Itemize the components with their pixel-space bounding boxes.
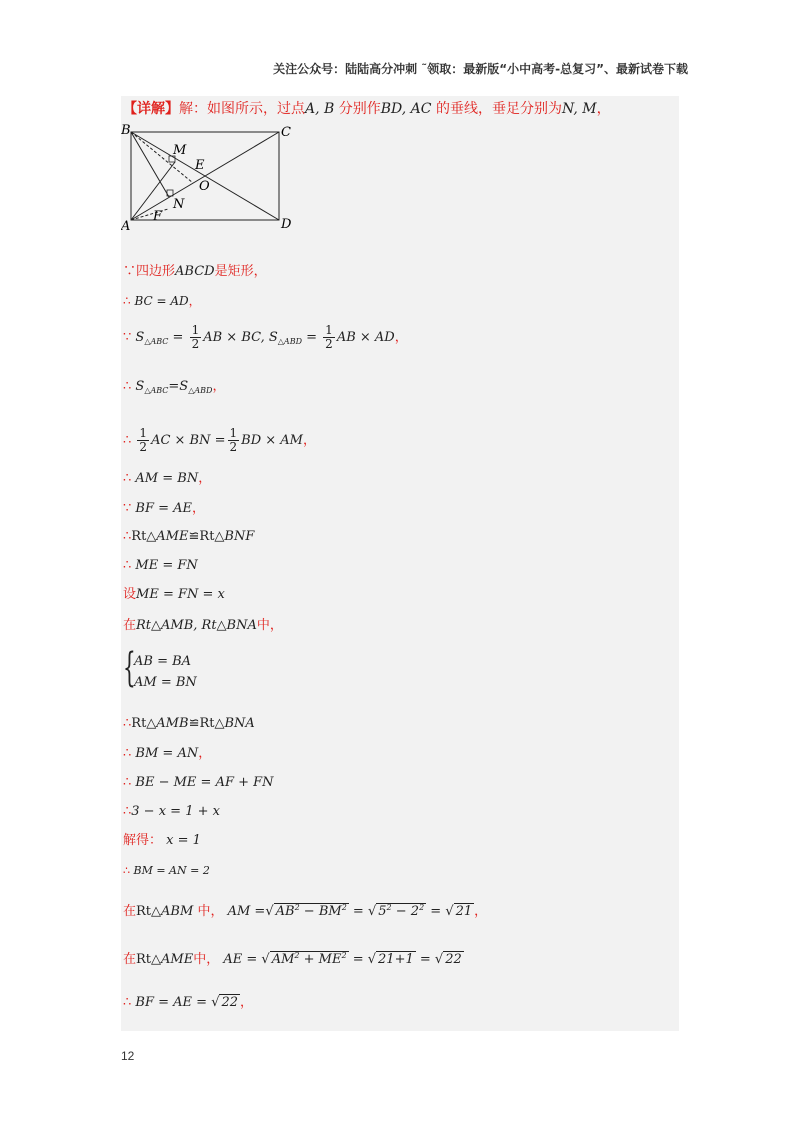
step-x-equation: ∴3 − x = 1 + x	[123, 804, 220, 819]
step-congruent-1: ∴Rt△AME≌Rt△BNF	[123, 529, 255, 544]
step-bm-an: ∴ BM = AN，	[123, 746, 212, 761]
rectangle-diagram	[121, 122, 296, 234]
label-a: A	[121, 219, 131, 234]
label-e: E	[195, 158, 205, 173]
segment-bn	[131, 132, 169, 197]
label-c: C	[281, 125, 291, 140]
step-half-equation: ∴ $\frac{1}{2}$ AC × BN = $\frac{1}{2}$ BD × AM，	[123, 426, 317, 454]
label-m: M	[173, 143, 187, 158]
label-f: F	[153, 209, 163, 224]
page-header: 关注公众号：陆陆高分冲刺 ˜领取：最新版“小中高考-总复习”、最新试卷下载	[273, 62, 688, 76]
step-area-equal: ∴ $S_{\triangle ABC}=S_{\triangle ABD}$，	[123, 379, 226, 395]
step-rectangle: ∵四边形ABCD是矩形，	[123, 264, 267, 279]
step-be-af: ∴ BE − ME = AF + FN	[123, 775, 274, 790]
step-am-bn: ∴ AM = BN，	[123, 471, 212, 486]
step-bf-ae: ∵ BF = AE，	[123, 501, 206, 516]
label-n: N	[173, 197, 185, 212]
label-b: B	[121, 123, 131, 138]
geometry-figure	[121, 122, 296, 234]
step-congruent-2: ∴Rt△AMB≌Rt△BNA	[123, 716, 255, 731]
label-o: O	[199, 179, 210, 194]
step-bc-ad: ∴ BC = AD，	[123, 294, 201, 308]
segment-af-dashed	[131, 209, 168, 220]
step-let-x: 设ME = FN = x	[123, 587, 225, 602]
equation-system: { AB = BA AM = BN	[123, 645, 197, 691]
step-me-fn: ∴ ME = FN	[123, 558, 198, 573]
solution-intro: 【详解】解：如图所示，过点A, B 分别作BD, AC 的垂线，垂足分别为N, M，	[123, 101, 611, 117]
step-in-triangles: 在Rt△AMB, Rt△BNA中，	[123, 618, 283, 633]
step-ae-value: 在Rt△AME中， AE = √ $AM^2 + ME^2$ = √ 21+1 = √ 22	[123, 951, 462, 967]
step-am-value: 在Rt△ABM 中， AM =√ $AB^2 - BM^2$ = √ $5^2 - 2^2$ = √ 21 ，	[123, 903, 488, 919]
solution-panel	[121, 96, 679, 1031]
step-bm-an-2: ∴ BM = AN = 2	[123, 864, 210, 877]
step-area-def: ∵ $S_{\triangle ABC}$ = $\frac{1}{2}$ AB × BC, $S_{\triangle ABD}$ = $\frac{1}{2}$ AB × AD，	[123, 323, 408, 351]
step-solve: 解得： x = 1	[123, 833, 201, 848]
step-final: ∴ BF = AE = √ 22 ，	[123, 995, 254, 1010]
page-number: 12	[121, 1049, 135, 1063]
label-d: D	[281, 217, 292, 232]
solution-label: 【详解】	[123, 101, 179, 117]
